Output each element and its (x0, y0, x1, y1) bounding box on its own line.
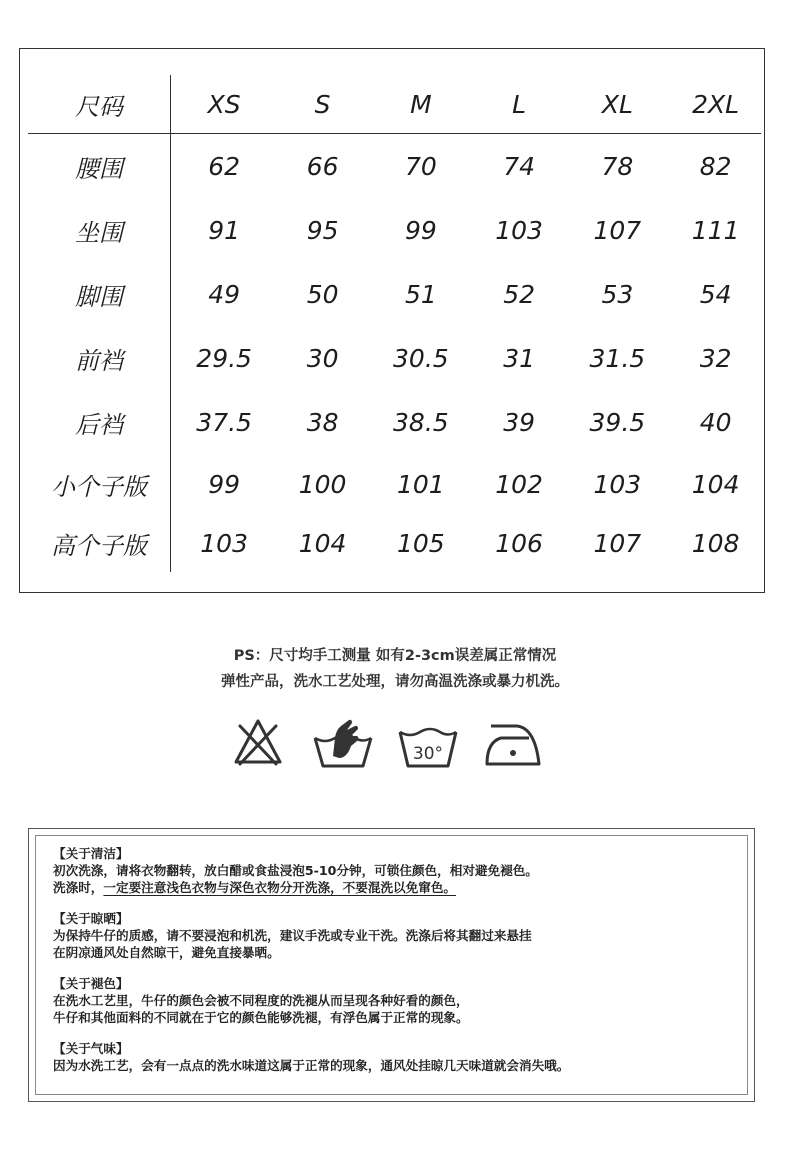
table-row (28, 134, 761, 199)
row-label: 坐围 (28, 198, 171, 262)
table-cell: 39.5 (589, 407, 646, 437)
table-cell: 107 (593, 215, 642, 245)
table-cell: 66 (306, 151, 339, 181)
table-cell: 62 (208, 151, 241, 181)
table-cell: 104 (691, 469, 740, 499)
table-cell: 30.5 (393, 343, 449, 373)
care-section-fading (53, 975, 743, 1026)
care-section-title: 【关于晾晒】 (53, 911, 129, 926)
size-header-xl: XL (564, 75, 670, 134)
care-line (53, 879, 743, 896)
table-cell: 38 (306, 407, 339, 437)
size-table (28, 75, 761, 572)
table-cell: 29.5 (196, 343, 252, 373)
care-section-drying (53, 910, 743, 961)
note-line-2: 弹性产品，洗水工艺处理，请勿高温洗涤或暴力机洗。 (221, 674, 569, 690)
table-cell: 49 (208, 279, 241, 309)
size-header-label: 尺码 (28, 75, 171, 134)
table-cell: 101 (397, 469, 445, 499)
table-cell: 104 (298, 528, 347, 558)
table-cell: 107 (593, 528, 642, 558)
table-row (28, 326, 761, 390)
row-label: 前裆 (28, 326, 171, 390)
table-cell: 99 (208, 469, 241, 499)
care-section-title: 【关于气味】 (53, 1041, 129, 1056)
care-section-odor (53, 1040, 743, 1074)
size-header-xs: XS (171, 75, 278, 134)
table-cell: 106 (495, 528, 543, 558)
care-line: 牛仔和其他面料的不同就在于它的颜色能够洗褪，有浮色属于正常的现象。 (53, 1010, 469, 1025)
care-icons (228, 716, 548, 776)
size-header-l: L (474, 75, 565, 134)
care-line: 因为水洗工艺，会有一点点的洗水味道这属于正常的现象，通风处挂晾几天味道就会消失哦。 (53, 1058, 570, 1073)
table-cell: 91 (208, 215, 241, 245)
care-text (53, 845, 743, 1088)
table-cell: 103 (593, 469, 642, 499)
care-line: 为保持牛仔的质感，请不要浸泡和机洗，建议手洗或专业干洗。洗涤后将其翻过来悬挂 (53, 928, 532, 943)
hand-wash-icon (311, 716, 375, 772)
row-label: 后裆 (28, 390, 171, 454)
iron-icon (483, 716, 545, 772)
care-line-underlined: 一定要注意浅色衣物与深色衣物分开洗涤，不要混洗以免窜色。 (103, 880, 456, 895)
table-cell: 82 (699, 151, 732, 181)
table-cell: 103 (200, 528, 248, 558)
table-row (28, 514, 761, 572)
table-cell: 95 (306, 215, 339, 245)
care-line: 在洗水工艺里，牛仔的颜色会被不同程度的洗褪从而呈现各种好看的颜色， (53, 993, 469, 1008)
do-not-bleach-icon (232, 716, 284, 768)
table-cell: 70 (404, 151, 437, 181)
table-cell: 30 (306, 343, 339, 373)
table-cell: 51 (404, 279, 437, 309)
care-section-cleaning (53, 845, 743, 896)
row-label: 高个子版 (28, 514, 171, 572)
row-label: 腰围 (28, 134, 171, 199)
care-line: 在阴凉通风处自然晾干，避免直接暴晒。 (53, 945, 280, 960)
table-cell: 31.5 (589, 343, 646, 373)
care-section-title: 【关于褪色】 (53, 976, 129, 991)
table-cell: 40 (699, 407, 732, 437)
table-cell: 52 (503, 279, 536, 309)
size-header-row (28, 75, 761, 134)
row-label: 脚围 (28, 262, 171, 326)
table-cell: 105 (397, 528, 445, 558)
measurement-notes (0, 643, 790, 695)
size-header-s: S (277, 75, 368, 134)
wash-temperature-icon (396, 716, 460, 772)
care-line: 初次洗涤，请将衣物翻转，放白醋或食盐浸泡5-10分钟，可锁住颜色，相对避免褪色。 (53, 863, 538, 878)
table-cell: 108 (691, 528, 740, 558)
table-cell: 74 (503, 151, 536, 181)
row-label: 小个子版 (28, 454, 171, 514)
table-cell: 50 (306, 279, 339, 309)
table-cell: 102 (495, 469, 543, 499)
table-cell: 37.5 (196, 407, 252, 437)
table-cell: 99 (404, 215, 437, 245)
size-header-2xl: 2XL (670, 75, 761, 134)
table-cell: 53 (601, 279, 634, 309)
size-header-m: M (368, 75, 474, 134)
care-instructions (28, 828, 755, 1102)
table-cell: 31 (503, 343, 536, 373)
table-cell: 32 (699, 343, 732, 373)
table-cell: 100 (298, 469, 347, 499)
table-cell: 38.5 (393, 407, 449, 437)
table-cell: 103 (495, 215, 543, 245)
care-section-title: 【关于清洁】 (53, 846, 129, 861)
table-row (28, 390, 761, 454)
table-cell: 54 (699, 279, 732, 309)
wash-temperature-label: 30° (412, 744, 444, 764)
table-cell: 39 (503, 407, 536, 437)
table-row (28, 454, 761, 514)
note-line-1: PS：尺寸均手工测量 如有2-3cm误差属正常情况 (233, 648, 557, 664)
table-cell: 111 (691, 215, 740, 245)
table-row (28, 198, 761, 262)
table-row (28, 262, 761, 326)
table-cell: 78 (601, 151, 634, 181)
care-line-prefix: 洗涤时， (53, 880, 104, 895)
size-chart (19, 48, 765, 593)
